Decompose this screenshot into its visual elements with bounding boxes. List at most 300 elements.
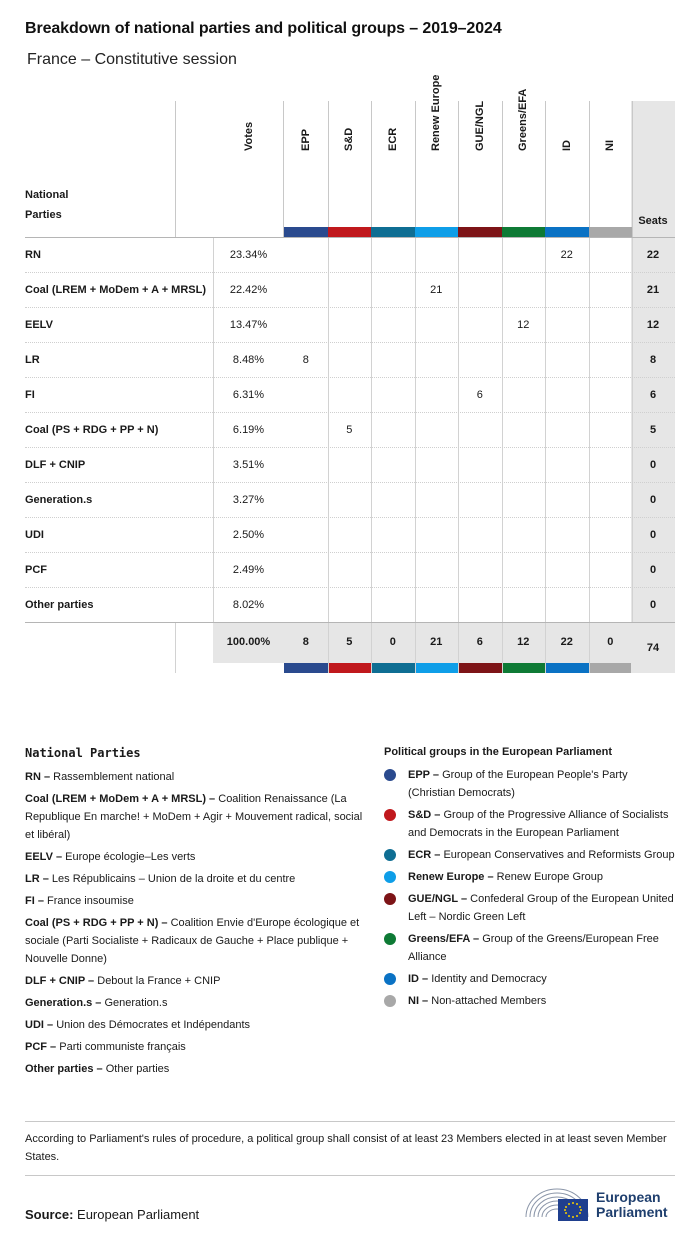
seat-cell — [502, 448, 546, 483]
party-legend-abbr: Coal (PS + RDG + PP + N) – — [25, 917, 168, 929]
totals-divider — [502, 623, 503, 673]
seat-cell — [415, 343, 459, 378]
row-divider — [328, 238, 329, 273]
seat-cell — [589, 588, 633, 623]
party-name: Coal (LREM + MoDem + A + MRSL) — [25, 284, 207, 296]
row-divider — [502, 483, 503, 518]
seat-cell — [328, 553, 372, 588]
group-legend-item — [384, 930, 676, 966]
group-legend-item — [384, 970, 676, 988]
group-header-label: GUE/NGL — [473, 100, 486, 151]
group-header-label: Greens/EFA — [517, 88, 530, 151]
table-row — [25, 412, 675, 447]
seats-grand-total: 74 — [631, 623, 675, 673]
seats-total: 0 — [631, 483, 675, 518]
seat-cell — [589, 238, 633, 273]
group-color-bar — [328, 663, 372, 673]
seats-total: 6 — [631, 378, 675, 413]
seat-cell: 5 — [346, 424, 353, 436]
row-divider — [545, 448, 546, 483]
group-color-dot-icon — [384, 933, 396, 945]
table-header — [25, 74, 675, 237]
seat-cell — [458, 343, 502, 378]
row-divider — [213, 518, 214, 553]
seat-cell — [458, 483, 502, 518]
group-header — [328, 101, 370, 223]
row-divider — [458, 518, 459, 553]
seat-cell — [458, 553, 502, 588]
party-name: EELV — [25, 319, 53, 331]
seat-cell — [545, 448, 589, 483]
row-divider — [545, 518, 546, 553]
seat-cell — [589, 518, 633, 553]
rules-note: According to Parliament's rules of procedure, a political group shall consist of at least 23 Members elected in at least seven Member States. — [25, 1121, 675, 1176]
party-legend-abbr: PCF – — [25, 1041, 57, 1053]
european-parliament-emblem-icon — [524, 1185, 590, 1225]
row-divider — [458, 238, 459, 273]
seat-cell — [328, 308, 372, 343]
votes-value: 3.51% — [232, 459, 265, 471]
seat-cell — [502, 273, 546, 308]
row-divider — [328, 553, 329, 588]
seat-cell — [545, 273, 589, 308]
row-divider — [458, 413, 459, 448]
row-divider — [415, 553, 416, 588]
group-legend-abbr: ID – — [408, 973, 429, 985]
seats-total: 8 — [631, 343, 675, 378]
page-subtitle: France – Constitutive session — [27, 51, 237, 68]
header-divider — [175, 101, 176, 237]
row-divider — [545, 343, 546, 378]
group-legend-abbr: GUE/NGL – — [408, 893, 468, 905]
seat-cell — [371, 378, 415, 413]
seats-total: 5 — [631, 413, 675, 448]
source-label: Source: — [25, 1207, 74, 1222]
votes-value: 8.02% — [232, 599, 265, 611]
party-legend-item — [25, 972, 365, 990]
group-color-bar — [284, 227, 328, 237]
seat-cell — [371, 273, 415, 308]
seat-cell — [458, 238, 502, 273]
group-header-label: Renew Europe — [430, 74, 443, 151]
seat-cell — [284, 448, 328, 483]
political-groups-legend-list — [384, 766, 676, 1010]
row-divider — [415, 518, 416, 553]
group-total: 22 — [560, 636, 573, 648]
seat-cell — [371, 238, 415, 273]
row-divider — [415, 588, 416, 623]
seat-cell: 21 — [430, 284, 443, 296]
party-legend-full: Les Républicains – Union de la droite et du centre — [51, 873, 296, 885]
row-divider — [328, 413, 329, 448]
seats-header: Seats — [638, 215, 668, 227]
seat-cell — [371, 448, 415, 483]
party-name: UDI — [25, 529, 44, 541]
row-divider — [632, 448, 633, 483]
party-name: Other parties — [25, 599, 94, 611]
row-divider — [589, 273, 590, 308]
national-parties-header-line2: Parties — [25, 209, 62, 221]
seat-cell — [502, 553, 546, 588]
national-parties-legend-heading: National Parties — [25, 746, 141, 760]
row-divider — [458, 448, 459, 483]
table-row — [25, 587, 675, 622]
logo-text-line1: European — [596, 1189, 661, 1205]
row-divider — [589, 238, 590, 273]
row-divider — [502, 308, 503, 343]
logo-text-line2: Parliament — [596, 1204, 668, 1220]
row-divider — [589, 553, 590, 588]
seat-cell — [284, 238, 328, 273]
row-divider — [632, 343, 633, 378]
group-color-bar — [284, 663, 328, 673]
group-legend-item — [384, 890, 676, 926]
party-name: FI — [25, 389, 35, 401]
seat-cell — [589, 413, 633, 448]
source-line — [25, 1207, 199, 1222]
row-divider — [213, 378, 214, 413]
party-legend-full: Generation.s — [104, 997, 168, 1009]
row-divider — [502, 553, 503, 588]
row-divider — [415, 308, 416, 343]
page-title: Breakdown of national parties and political groups – 2019–2024 — [25, 20, 502, 37]
party-legend-full: Coalition Renaissance (La Republique En marche! + MoDem + Agir + Mouvement radical, social et libéral) — [25, 793, 363, 841]
table-row — [25, 552, 675, 587]
party-legend-abbr: Coal (LREM + MoDem + A + MRSL) – — [25, 793, 216, 805]
national-parties-legend — [25, 746, 365, 1082]
seat-cell — [502, 483, 546, 518]
seat-cell — [545, 588, 589, 623]
group-header — [502, 88, 544, 223]
table-row — [25, 517, 675, 552]
row-divider — [632, 553, 633, 588]
row-divider — [213, 343, 214, 378]
party-legend-item — [25, 914, 365, 968]
seats-total: 12 — [631, 308, 675, 343]
group-legend-abbr: S&D – — [408, 809, 441, 821]
row-divider — [371, 238, 372, 273]
group-color-dot-icon — [384, 809, 396, 821]
party-legend-full: Parti communiste français — [59, 1041, 186, 1053]
row-divider — [632, 588, 633, 623]
seat-cell — [371, 413, 415, 448]
seat-cell — [328, 483, 372, 518]
seat-cell — [415, 553, 459, 588]
seat-cell — [328, 448, 372, 483]
group-legend-full: Confederal Group of the European United Left – Nordic Green Left — [408, 893, 674, 923]
row-divider — [371, 413, 372, 448]
row-divider — [502, 413, 503, 448]
party-name: Coal (PS + RDG + PP + N) — [25, 424, 159, 436]
group-legend-abbr: EPP – — [408, 769, 439, 781]
party-legend-abbr: Other parties – — [25, 1063, 103, 1075]
political-groups-legend — [384, 746, 676, 1014]
group-color-bar — [545, 227, 589, 237]
seat-cell — [328, 518, 372, 553]
seats-total: 0 — [631, 518, 675, 553]
group-legend-abbr: NI – — [408, 995, 429, 1007]
seat-cell — [415, 518, 459, 553]
row-divider — [371, 518, 372, 553]
row-divider — [502, 518, 503, 553]
party-legend-full: Debout la France + CNIP — [97, 975, 221, 987]
row-divider — [502, 343, 503, 378]
row-divider — [371, 448, 372, 483]
group-color-bar — [415, 227, 459, 237]
votes-value: 3.27% — [232, 494, 265, 506]
party-legend-full: Europe écologie–Les verts — [65, 851, 196, 863]
row-divider — [371, 553, 372, 588]
row-divider — [589, 343, 590, 378]
totals-divider — [545, 623, 546, 673]
group-header-label: ID — [560, 140, 573, 151]
votes-value: 23.34% — [229, 249, 268, 261]
group-header — [285, 101, 327, 223]
group-legend-item — [384, 868, 676, 886]
group-color-dot-icon — [384, 849, 396, 861]
row-divider — [589, 448, 590, 483]
group-header — [546, 101, 588, 223]
row-divider — [458, 378, 459, 413]
seat-cell — [545, 553, 589, 588]
party-legend-full: France insoumise — [47, 895, 134, 907]
row-divider — [371, 273, 372, 308]
group-legend-full: European Conservatives and Reformists Group — [443, 849, 675, 861]
row-divider — [589, 308, 590, 343]
seat-cell — [415, 413, 459, 448]
row-divider — [545, 483, 546, 518]
row-divider — [632, 413, 633, 448]
seats-total: 22 — [631, 238, 675, 273]
seat-cell — [589, 483, 633, 518]
row-divider — [589, 518, 590, 553]
seat-cell — [371, 343, 415, 378]
row-divider — [545, 413, 546, 448]
seat-cell — [284, 553, 328, 588]
party-legend-item — [25, 870, 365, 888]
totals-divider — [175, 623, 176, 673]
party-name: Generation.s — [25, 494, 93, 506]
group-total: 12 — [517, 636, 530, 648]
seat-cell — [415, 588, 459, 623]
row-divider — [415, 238, 416, 273]
table-row — [25, 377, 675, 412]
row-divider — [632, 238, 633, 273]
totals-divider — [371, 623, 372, 673]
seat-cell — [328, 238, 372, 273]
votes-value: 13.47% — [229, 319, 268, 331]
seat-cell — [458, 518, 502, 553]
group-color-bar — [371, 663, 415, 673]
row-divider — [632, 518, 633, 553]
group-color-dot-icon — [384, 893, 396, 905]
row-divider — [328, 518, 329, 553]
seats-total: 21 — [631, 273, 675, 308]
seat-cell — [545, 413, 589, 448]
party-legend-abbr: LR – — [25, 873, 49, 885]
seat-cell — [371, 483, 415, 518]
row-divider — [371, 343, 372, 378]
party-legend-abbr: FI – — [25, 895, 44, 907]
group-total: 21 — [430, 636, 443, 648]
row-divider — [458, 483, 459, 518]
group-header — [415, 74, 457, 223]
group-total: 5 — [346, 636, 353, 648]
group-color-bar — [502, 663, 546, 673]
table-row — [25, 447, 675, 482]
row-divider — [213, 483, 214, 518]
group-legend-item — [384, 766, 676, 802]
row-divider — [632, 273, 633, 308]
row-divider — [371, 483, 372, 518]
row-divider — [328, 308, 329, 343]
row-divider — [545, 273, 546, 308]
seat-cell: 6 — [476, 389, 483, 401]
seat-cell — [415, 448, 459, 483]
political-groups-legend-heading: Political groups in the European Parliament — [384, 746, 612, 758]
group-legend-full: Renew Europe Group — [496, 871, 604, 883]
votes-value: 6.19% — [232, 424, 265, 436]
row-divider — [328, 343, 329, 378]
source-value: European Parliament — [77, 1207, 200, 1222]
group-color-bar — [545, 663, 589, 673]
row-divider — [328, 273, 329, 308]
group-color-dot-icon — [384, 973, 396, 985]
table-row — [25, 307, 675, 342]
row-divider — [545, 378, 546, 413]
row-divider — [415, 378, 416, 413]
seats-total: 0 — [631, 588, 675, 623]
row-divider — [371, 308, 372, 343]
seat-cell — [589, 308, 633, 343]
seat-cell — [328, 588, 372, 623]
totals-row — [25, 622, 675, 672]
group-header — [372, 101, 414, 223]
group-header-label: EPP — [299, 128, 312, 151]
row-divider — [213, 273, 214, 308]
votes-value: 2.49% — [232, 564, 265, 576]
seat-cell — [589, 378, 633, 413]
group-legend-abbr: ECR – — [408, 849, 441, 861]
seat-cell — [458, 273, 502, 308]
party-legend-full: Coalition Envie d'Europe écologique et sociale (Parti Socialiste + Radicaux de Gauche + Place publique + Nouvelle Donne) — [25, 917, 360, 965]
party-name: PCF — [25, 564, 47, 576]
group-color-dot-icon — [384, 871, 396, 883]
votes-value: 8.48% — [232, 354, 265, 366]
seat-cell — [458, 413, 502, 448]
seat-cell: 8 — [302, 354, 309, 366]
table-row — [25, 342, 675, 377]
row-divider — [415, 273, 416, 308]
row-divider — [545, 588, 546, 623]
row-divider — [213, 448, 214, 483]
row-divider — [545, 308, 546, 343]
party-name: RN — [25, 249, 41, 261]
logo-text — [596, 1190, 668, 1220]
seat-cell — [545, 308, 589, 343]
group-color-bar — [589, 663, 633, 673]
party-legend-item — [25, 994, 365, 1012]
group-color-bar — [458, 227, 502, 237]
row-divider — [458, 343, 459, 378]
row-divider — [545, 553, 546, 588]
votes-header-label: Votes — [242, 121, 255, 151]
table-row — [25, 482, 675, 517]
seat-cell — [502, 343, 546, 378]
seat-cell — [284, 483, 328, 518]
breakdown-table — [25, 74, 675, 672]
seat-cell — [589, 273, 633, 308]
seat-cell — [545, 378, 589, 413]
row-divider — [328, 588, 329, 623]
group-header-label: S&D — [343, 127, 356, 151]
seat-cell — [284, 413, 328, 448]
row-divider — [502, 238, 503, 273]
table-row — [25, 237, 675, 272]
party-legend-abbr: Generation.s – — [25, 997, 102, 1009]
national-parties-header — [25, 185, 68, 225]
seat-cell: 12 — [517, 319, 530, 331]
seat-cell — [458, 308, 502, 343]
group-legend-item — [384, 806, 676, 842]
group-legend-item — [384, 992, 676, 1010]
row-divider — [415, 413, 416, 448]
party-legend-abbr: RN – — [25, 771, 51, 783]
group-legend-full: Group of the Greens/European Free Alliance — [408, 933, 659, 963]
national-parties-legend-list — [25, 768, 365, 1078]
row-divider — [458, 553, 459, 588]
group-legend-full: Group of the Progressive Alliance of Socialists and Democrats in the European Parliament — [408, 809, 669, 839]
group-color-bar — [328, 227, 372, 237]
votes-header — [228, 101, 270, 223]
party-name: DLF + CNIP — [25, 459, 86, 471]
party-legend-item — [25, 768, 365, 786]
votes-value: 22.42% — [229, 284, 268, 296]
row-divider — [213, 308, 214, 343]
row-divider — [502, 378, 503, 413]
seat-cell — [371, 553, 415, 588]
seat-cell — [371, 308, 415, 343]
seat-cell — [284, 308, 328, 343]
row-divider — [502, 273, 503, 308]
seat-cell — [545, 343, 589, 378]
seat-cell — [502, 413, 546, 448]
group-total: 0 — [607, 636, 614, 648]
seat-cell — [328, 343, 372, 378]
group-header-label: ECR — [386, 127, 399, 151]
row-divider — [589, 413, 590, 448]
group-color-bar — [458, 663, 502, 673]
row-divider — [415, 448, 416, 483]
group-color-dot-icon — [384, 995, 396, 1007]
seat-cell — [371, 588, 415, 623]
row-divider — [589, 378, 590, 413]
seat-cell: 22 — [560, 249, 573, 261]
row-divider — [632, 483, 633, 518]
group-color-bar — [502, 227, 546, 237]
national-parties-header-line1: National — [25, 189, 69, 201]
row-divider — [545, 238, 546, 273]
row-divider — [371, 588, 372, 623]
row-divider — [458, 273, 459, 308]
party-legend-item — [25, 892, 365, 910]
group-header — [589, 101, 631, 223]
group-total: 8 — [302, 636, 309, 648]
totals-divider — [458, 623, 459, 673]
seat-cell — [328, 273, 372, 308]
seat-cell — [545, 518, 589, 553]
row-divider — [502, 448, 503, 483]
